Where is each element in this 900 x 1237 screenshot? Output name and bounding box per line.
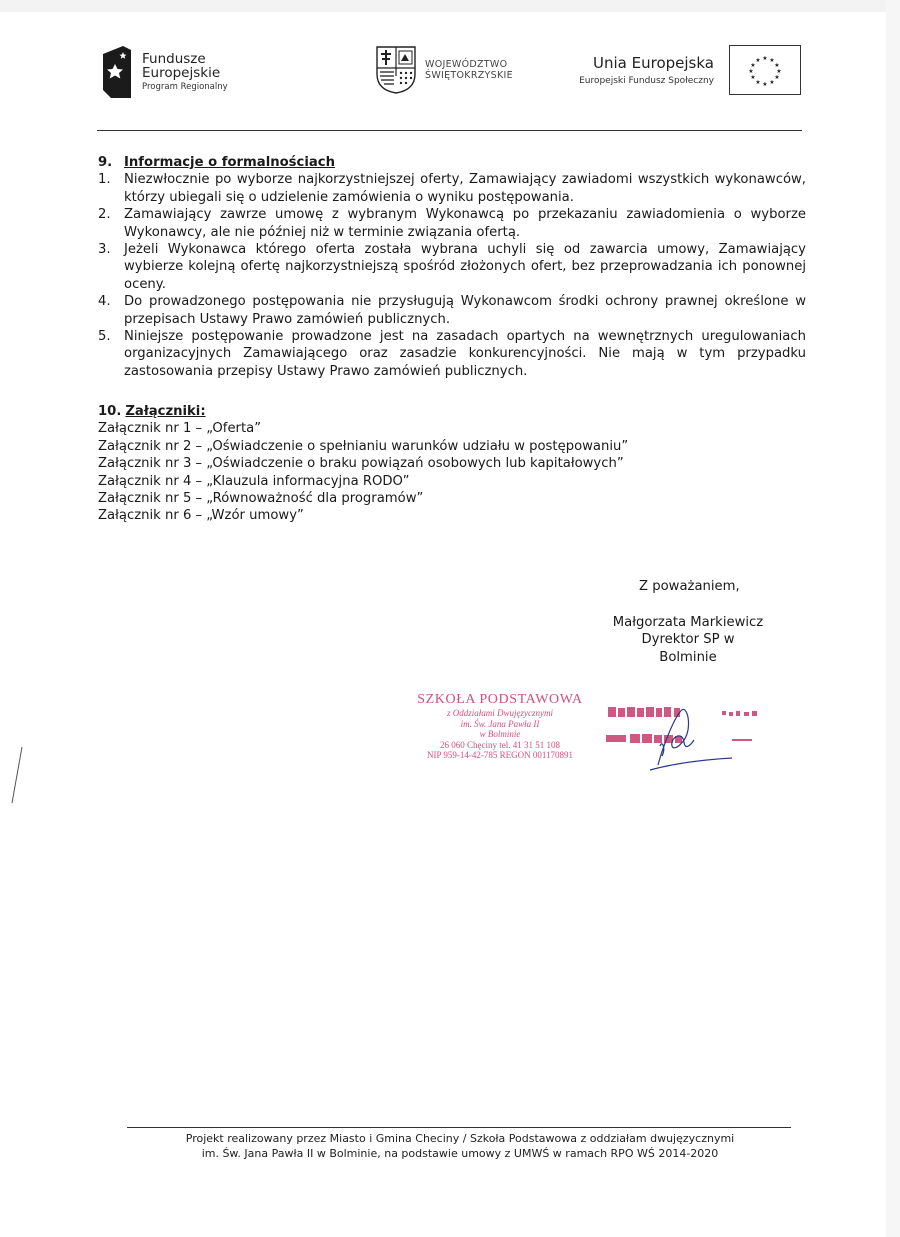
svg-text:★: ★: [750, 74, 756, 81]
signatory-role: Dyrektor SP w Bolminie: [641, 632, 735, 665]
svg-text:★: ★: [748, 68, 754, 75]
section-heading: [98, 403, 698, 420]
fundusze-line2: Europejskie: [142, 65, 221, 82]
attachment-item: Załącznik nr 1 – „Oferta”: [98, 421, 262, 437]
item-number: 2.: [98, 207, 111, 223]
item-number: 3.: [98, 242, 111, 258]
signature-block: [612, 614, 764, 666]
item-number: 1.: [98, 172, 111, 188]
svg-text:★: ★: [750, 62, 756, 69]
list-item: [98, 171, 806, 206]
list-item: [98, 293, 806, 328]
section-formalnosci: [98, 154, 806, 380]
item-number: 4.: [98, 294, 111, 310]
eu-flag-icon: [729, 45, 801, 95]
item-text: Do prowadzonego postępowania nie przysługują Wykonawcom środki ochrony prawnej określone w przepisach Ustawy Prawo zamówień publicznych.: [124, 294, 806, 327]
section-title: Informacje o formalnościach: [124, 155, 335, 170]
fundusze-europejskie-logo-icon: [101, 46, 131, 98]
item-text: Niniejsze postępowanie prowadzone jest na zasadach opartych na wewnętrznych uregulowaniach organizacyjnych Zamawiającego oraz zasadzie konkurencyjności. Nie mają w tym przypadku zastosowania przepisy Ustawy Prawo zamówień publicznych.: [124, 329, 806, 379]
school-stamp: [400, 692, 600, 761]
attachment-item: Załącznik nr 3 – „Oświadczenie o braku powiązań osobowych lub kapitałowych”: [98, 456, 624, 472]
fundusze-europejskie-text: [142, 52, 228, 92]
item-text: Jeżeli Wykonawca którego oferta została wybrana uchyli się od zawarcia umowy, Zamawiający wybierze kolejną ofertę najkorzystniejszą spośród złożonych ofert, bez przeprowadzania ich ponownej oceny.: [124, 242, 806, 292]
fundusze-line1: Fundusze: [142, 51, 206, 67]
section-zalaczniki: [98, 403, 698, 525]
attachment-item: Załącznik nr 4 – „Klauzula informacyjna RODO”: [98, 473, 410, 489]
svg-text:★: ★: [769, 79, 775, 86]
attachment-item: Załącznik nr 6 – „Wzór umowy”: [98, 508, 304, 524]
wojewodztwo-line2: ŚWIĘTOKRZYSKIE: [425, 69, 513, 81]
scan-top-edge: [0, 0, 900, 12]
attachment-item: Załącznik nr 2 – „Oświadczenie o spełnianiu warunków udziału w postępowaniu”: [98, 438, 629, 454]
stamp-line: z Oddziałami Dwujęzycznymi: [447, 708, 553, 718]
svg-text:★: ★: [774, 74, 780, 81]
unia-europejska-text: [579, 54, 714, 86]
svg-text:★: ★: [762, 81, 768, 88]
item-text: Zamawiający zawrze umowę z wybranym Wykonawcą po przekazaniu zawiadomienia o wyborze Wykonawcy, ale nie później niż w terminie związania ofertą.: [124, 207, 806, 240]
list-item: [98, 206, 806, 241]
item-text: Niezwłocznie po wyborze najkorzystniejszej oferty, Zamawiający zawiadomi wszystkich wykonawców, którzy ubiegali się o udzielenie zamówienia o wyniku postępowania.: [124, 172, 806, 205]
wojewodztwo-line1: WOJEWÓDZTWO: [425, 59, 508, 70]
header-divider: [97, 130, 802, 131]
scan-right-edge: [886, 0, 900, 1237]
stamp-line: 26 060 Chęciny tel. 41 31 51 108: [440, 739, 560, 750]
svg-text:★: ★: [755, 57, 761, 64]
section-number: 10.: [98, 404, 122, 419]
attachments-list: [98, 420, 698, 524]
svg-text:★: ★: [755, 79, 761, 86]
wojewodztwo-crest-icon: [376, 46, 416, 94]
svg-text:★: ★: [769, 57, 775, 64]
director-stamp-signature-icon: [602, 690, 772, 780]
closing-greeting: Z poważaniem,: [639, 579, 740, 594]
stamp-school-title: SZKOŁA PODSTAWOWA: [417, 692, 583, 707]
section-heading: [98, 154, 806, 171]
section-title: Załączniki:: [125, 404, 206, 419]
list-item: [98, 328, 806, 380]
svg-text:★: ★: [762, 55, 768, 62]
svg-text:★: ★: [776, 68, 782, 75]
stamp-line: im. Św. Jana Pawła II: [460, 718, 540, 729]
scan-artifact-line: [8, 745, 28, 805]
wojewodztwo-text: [425, 60, 513, 82]
unia-subtitle: Europejski Fundusz Społeczny: [579, 76, 714, 86]
formalities-list: [98, 171, 806, 380]
item-number: 5.: [98, 329, 111, 345]
stamp-line: w Bolminie: [479, 729, 521, 739]
svg-text:★: ★: [774, 62, 780, 69]
footer-line2: im. Św. Jana Pawła II w Bolminie, na podstawie umowy z UMWŚ w ramach RPO WŚ 2014-2020: [201, 1147, 719, 1160]
footer-divider: [127, 1127, 791, 1128]
unia-title: Unia Europejska: [593, 54, 714, 72]
page-footer: [110, 1131, 810, 1161]
attachment-item: Załącznik nr 5 – „Równoważność dla programów”: [98, 491, 424, 507]
fundusze-line3: Program Regionalny: [142, 82, 228, 93]
footer-line1: Projekt realizowany przez Miasto i Gmina Checiny / Szkoła Podstawowa z oddziałam dwujęzycznymi: [185, 1132, 735, 1145]
signatory-name: Małgorzata Markiewicz: [612, 615, 764, 630]
list-item: [98, 241, 806, 293]
stamp-line: NIP 959-14-42-785 REGON 001170891: [426, 750, 574, 760]
section-number: 9.: [98, 155, 113, 170]
